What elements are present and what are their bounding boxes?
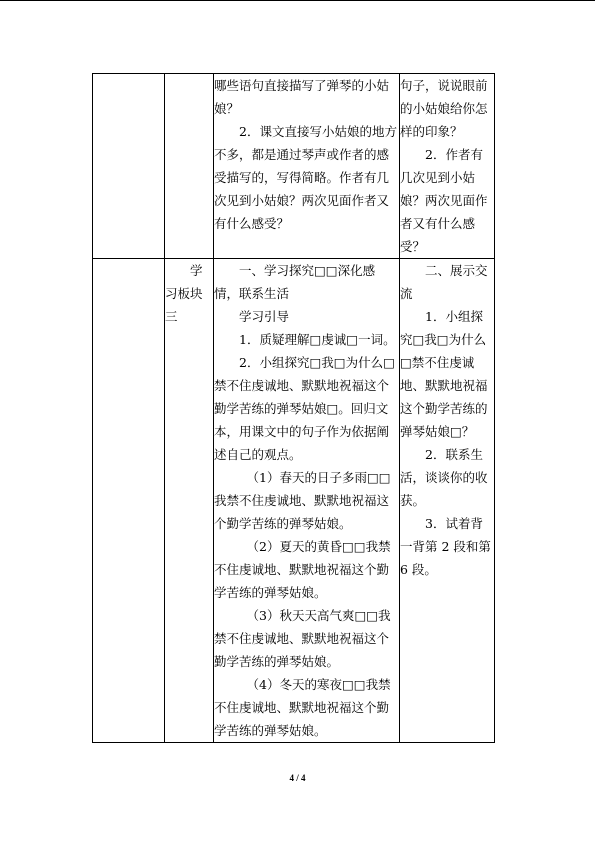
- paragraph: 2．作者有几次见到小姑娘？两次见面作者又有什么感受？: [400, 147, 488, 254]
- paragraph: （1）春天的日子多雨□□我禁不住虔诚地、默默地祝福这个勤学苦练的弹琴姑娘。: [214, 470, 391, 531]
- paragraph: 学习引导: [239, 309, 290, 324]
- teacher-activity-cell: [214, 74, 400, 259]
- paragraph: 2．课文直接写小姑娘的地方不多，都是通过琴声或作者的感受描写的，写得简略。作者有几次见到小姑娘？两次见面作者又有什么感受？: [214, 124, 397, 231]
- paragraph: （2）夏天的黄昏□□我禁不住虔诚地、默默地祝福这个勤学苦练的弹琴姑娘。: [214, 539, 391, 600]
- student-activity-cell: [400, 74, 495, 259]
- table-row: [93, 259, 495, 743]
- lesson-table: [92, 73, 495, 743]
- table-cell-empty: [165, 74, 214, 259]
- table-cell-empty: [93, 259, 165, 743]
- paragraph: 2．联系生活，谈谈你的收获。: [400, 447, 488, 508]
- paragraph: 3．试着背一背第 2 段和第 6 段。: [400, 516, 491, 577]
- teacher-activity-cell: [214, 259, 400, 743]
- paragraph: 1．小组探究□我□为什么□禁不住虔诚地、默默地祝福这个勤学苦练的弹琴姑娘□？: [400, 309, 488, 439]
- section-heading: 一、学习探究□□深化感情，联系生活: [214, 263, 376, 301]
- student-activity-cell: [400, 259, 495, 743]
- section-label: 学习板块三: [165, 259, 214, 743]
- table-row: [93, 74, 495, 259]
- paragraph: （4）冬天的寒夜□□我禁不住虔诚地、默默地祝福这个勤学苦练的弹琴姑娘。: [214, 677, 391, 738]
- paragraph: 1．质疑理解□虔诚□一词。: [239, 332, 396, 347]
- paragraph: （3）秋天天高气爽□□我禁不住虔诚地、默默地祝福这个勤学苦练的弹琴姑娘。: [214, 608, 391, 669]
- paragraph: 2．小组探究□我□为什么□禁不住虔诚地、默默地祝福这个勤学苦练的弹琴姑娘□。回归文本，用课文中的句子作为依据阐述自己的观点。: [214, 355, 395, 462]
- table-cell-empty: [93, 74, 165, 259]
- paragraph: 哪些语句直接描写了弹琴的小姑娘？: [214, 78, 390, 116]
- page-number: 4 / 4: [289, 773, 306, 783]
- section-heading: 二、展示交流: [400, 263, 488, 301]
- header-rule: [0, 0, 595, 1]
- paragraph: 句子，说说眼前的小姑娘给你怎样的印象？: [400, 78, 488, 139]
